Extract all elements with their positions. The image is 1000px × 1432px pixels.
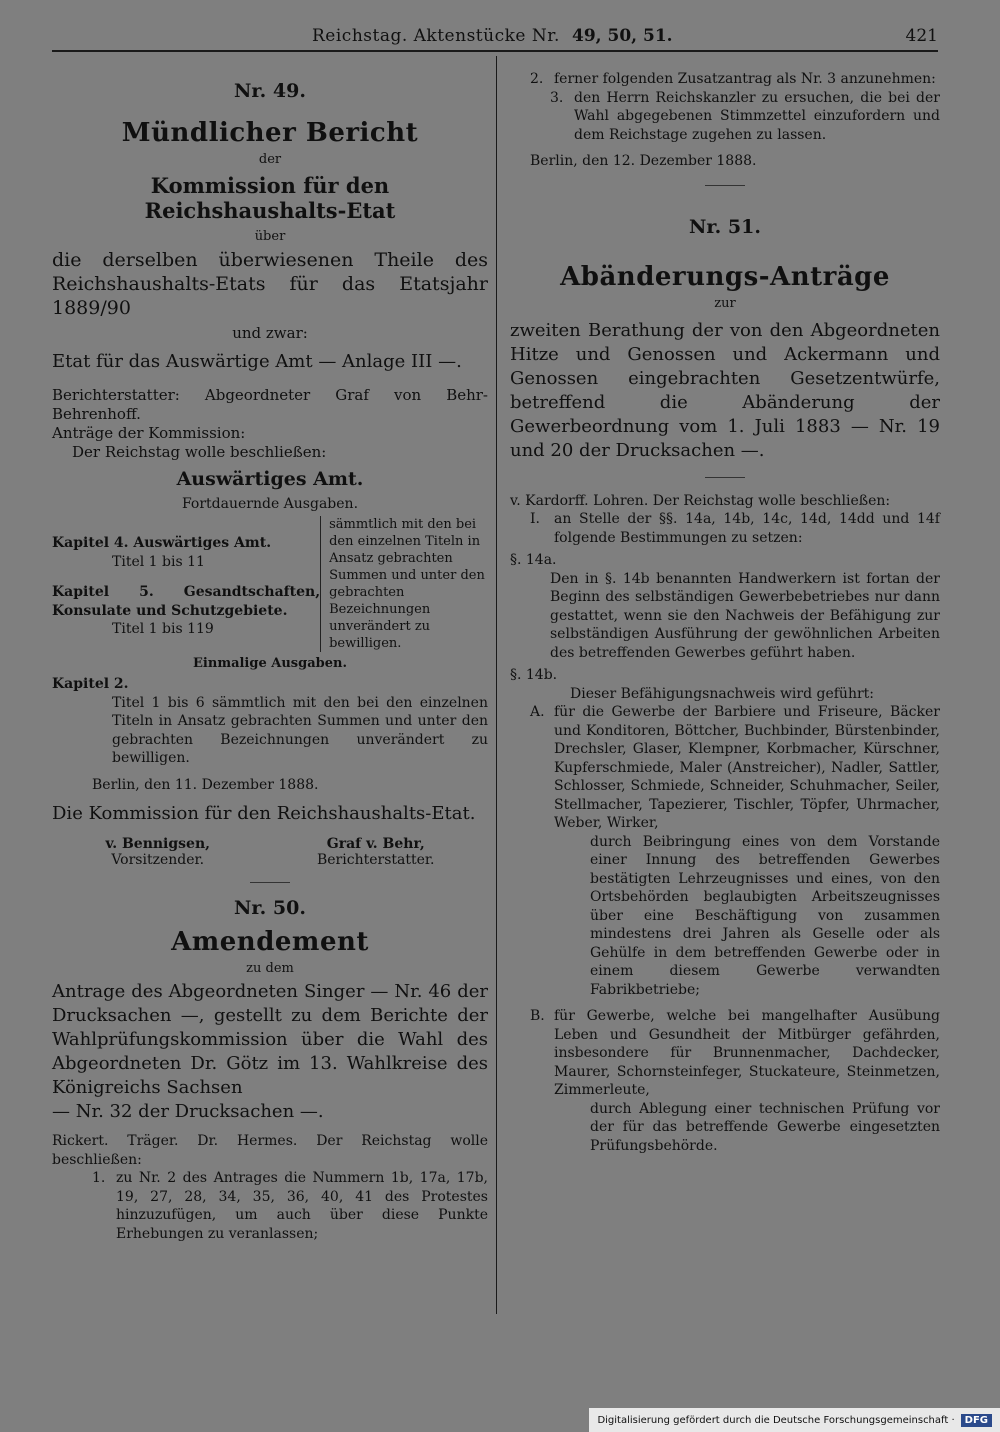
left-column (52, 70, 488, 1243)
kap2-label: Kapitel 2. (52, 676, 129, 692)
zudem-text: zu dem (246, 961, 294, 976)
text14b: Dieser Befähigungsnachweis wird geführt: (570, 685, 875, 702)
separator-2 (705, 185, 745, 186)
undzwar-text: und zwar: (232, 324, 308, 342)
item-I: I. an Stelle der §§. 14a, 14b, 14c, 14d, 14dd und 14f folgende Bestimmungen zu setzen: (530, 511, 940, 546)
footer-text: Digitalisierung gefördert durch die Deutsche Forschungsgemeinschaft · (597, 1414, 955, 1426)
beschliessen: Der Reichstag wolle beschließen: (72, 443, 327, 461)
text14a: Den in §. 14b benannten Handwerkern ist fortan der Beginn des selbständigen Gewerbebetriebes nur dann gestattet, wenn sie den Nachweis der Befähigung zur selbständigen Ausführung der gewöhnlichen Arbeiten des betreffenden Gewerbes geführt haben. (550, 570, 940, 661)
right-column (510, 70, 940, 1155)
kap5-titel: Titel 1 bis 119 (112, 621, 214, 637)
para14a: §. 14a. (510, 552, 557, 568)
antrag50-text: Antrage des Abgeordneten Singer — Nr. 46 der Drucksachen —, gestellt zu dem Berichte der Wahlprüfungskommission über die Wahl des Abgeordneten Dr. Götz im 13. Wahlkreise des Königreichs Sachsen (52, 981, 488, 1098)
header-numbers: 49, 50, 51. (572, 26, 673, 46)
ueber-text: über (254, 229, 286, 244)
footer-bar (589, 1408, 1000, 1432)
page-number: 421 (905, 26, 938, 46)
berichterstatter: Berichterstatter: Abgeordneter Graf von Behr-Behrenhoff. (52, 386, 488, 423)
nr49-title: Mündlicher Bericht (121, 118, 419, 148)
kapitel-block (52, 516, 488, 652)
nr51-title: Abänderungs-Anträge (560, 261, 890, 292)
signatures (52, 836, 488, 868)
nr32-text: — Nr. 32 der Drucksachen —. (52, 1101, 324, 1122)
sig2-name: Graf v. Behr, (326, 836, 425, 852)
kap2-titel: Titel 1 bis 6 sämmtlich mit den bei den einzelnen Titeln in Ansatz gebrachten Summen und unter den gebrachten Bezeichnungen unverändert zu bewilligen. (112, 694, 488, 766)
item-2: 2. ferner folgenden Zusatzantrag als Nr. 3 anzunehmen: (530, 71, 936, 87)
nr49-desc: die derselben überwiesenen Theile des Reichshaushalts-Etats für das Etatsjahr 1889/90 (52, 249, 488, 319)
column-divider (496, 56, 497, 1314)
sig2-role: Berichterstatter. (316, 852, 435, 868)
bracket-text: sämmtlich mit den bei den einzelnen Titeln in Ansatz gebrachten Summen und unter den gebrachten Bezeichnungen unverändert zu bewilligen. (320, 516, 488, 652)
kommission-title: Kommission für den Reichshaushalts-Etat (144, 173, 396, 223)
separator-3 (705, 477, 745, 478)
separator (250, 882, 290, 883)
einmalig-heading: Einmalige Ausgaben. (193, 656, 347, 671)
fortdauernd-heading: Fortdauernde Ausgaben. (181, 496, 359, 512)
item-3: 3. den Herrn Reichskanzler zu ersuchen, die bei der Wahl abgegebenen Stimmzettel einzufordern und dem Reichstage zugehen zu lassen. (550, 89, 940, 143)
antraege: Anträge der Kommission: (52, 424, 246, 442)
names50: Rickert. Träger. Dr. Hermes. Der Reichstag wolle beschließen: (52, 1133, 488, 1168)
date49: Berlin, den 11. Dezember 1888. (92, 776, 319, 793)
nr51-heading: Nr. 51. (689, 215, 761, 238)
kommission-sign: Die Kommission für den Reichshaushalts-Etat. (52, 803, 476, 824)
header-rule (52, 50, 938, 52)
amt-heading: Auswärtiges Amt. (176, 468, 364, 490)
date50: Berlin, den 12. Dezember 1888. (530, 153, 757, 169)
dfg-logo: DFG (961, 1414, 992, 1427)
item-A: A. für die Gewerbe der Barbiere und Friseure, Bäcker und Konditoren, Böttcher, Buchbinder, Bürstenbinder, Drechsler, Glaser, Klempner, Korbmacher, Kürschner, Kupferschmiede, Maler (Anstreicher), Nadler, Sattler, Schlosser, Schmiede, Schneider, Schuhmacher, Seiler, Stellmacher, Tapezierer, Tischler, Töpfer, Uhrmacher, Weber, Wirker, (530, 704, 940, 831)
kap4-label: Kapitel 4. Auswärtiges Amt. (52, 535, 272, 551)
der-text: der (258, 152, 282, 167)
sig1-role: Vorsitzender. (111, 852, 205, 868)
item-B2: durch Ablegung einer technischen Prüfung vor der für das betreffende Gewerbe eingesetzten Prüfungsbehörde. (590, 1100, 940, 1154)
sig1-name: v. Bennigsen, (105, 836, 211, 852)
item-A2: durch Beibringung eines von dem Vorstande einer Innung des betreffenden Gewerbes bestätigten Lehrzeugnisses und eines, von den Ortsbehörden beglaubigten Arbeitszeugnisses über eine Beschäftigung von zusammen mindestens drei Jahren als Geselle oder als Gehülfe in dem betreffenden Gewerbe oder in einem diesem Gewerbe verwandten Fabrikbetriebe; (590, 833, 940, 998)
nr50-title: Amendement (171, 927, 369, 957)
etat-text: Etat für das Auswärtige Amt — Anlage III —. (52, 351, 462, 372)
beratung-text: zweiten Berathung der von den Abgeordneten Hitze und Genossen und Ackermann und Genossen eingebrachten Gesetzentwürfe, betreffend die Abänderung der Gewerbeordnung vom 1. Juli 1883 — Nr. 19 und 20 der Drucksachen —. (510, 319, 940, 461)
nr50-heading: Nr. 50. (234, 897, 306, 919)
item-1: 1. zu Nr. 2 des Antrages die Nummern 1b, 17a, 17b, 19, 27, 28, 34, 35, 36, 40, 41 des Protestes hinzuzufügen, um auch über diese Punkte Erhebungen zu veranlassen; (92, 1170, 488, 1242)
nr49-heading: Nr. 49. (234, 80, 306, 102)
kap4-titel: Titel 1 bis 11 (112, 553, 205, 570)
item-B: B. für Gewerbe, welche bei mangelhafter Ausübung Leben und Gesundheit der Mitbürger gefährden, insbesondere für Brunnenmacher, Dachdecker, Maurer, Schornsteinfeger, Stuckateure, Steinmetzen, Zimmerleute, (530, 1008, 940, 1098)
page-header (52, 22, 938, 50)
para14b: §. 14b. (510, 667, 558, 683)
kap5-label: Kapitel 5. Gesandtschaften, Konsulate und Schutzgebiete. (52, 584, 321, 619)
zur-text: zur (714, 295, 736, 311)
names51: v. Kardorff. Lohren. Der Reichstag wolle beschließen: (510, 492, 891, 509)
header-title: Reichstag. Aktenstücke Nr. (312, 26, 560, 46)
